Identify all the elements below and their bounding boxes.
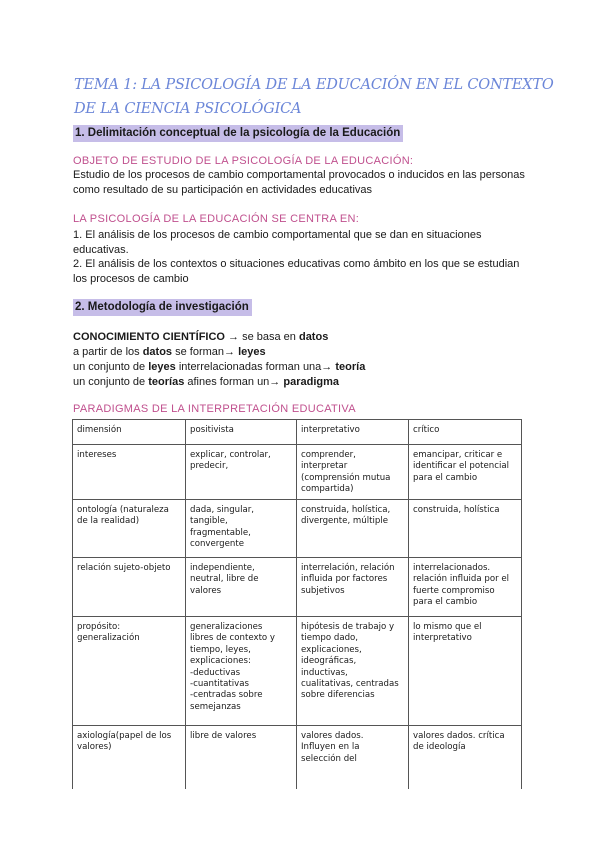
document-title-line-1: TEMA 1: LA PSICOLOGÍA DE LA EDUCACIÓN EN EL CONTEXTO — [74, 77, 554, 93]
table-cell: relación sujeto-objeto — [73, 558, 186, 617]
table-header-cell: positivista — [186, 420, 297, 445]
leyes-line-datos: datos — [142, 346, 173, 358]
centra-point-2: 2. El análisis de los contextos o situaciones educativas como ámbito en los que se estudian los procesos de cambio — [73, 258, 520, 285]
table-cell: generalizaciones libres de contexto y tiempo, leyes, explicaciones: -deductivas -cuantitativas -centradas sobre semejanzas — [186, 617, 297, 726]
teoria-line-text-2: interrelacionadas forman una→ — [175, 361, 336, 373]
leyes-line — [73, 345, 528, 360]
centra-heading: LA PSICOLOGÍA DE LA EDUCACIÓN SE CENTRA EN: — [73, 213, 360, 225]
table-cell: construida, holística — [409, 500, 522, 558]
paradigma-line — [73, 375, 528, 390]
objeto-heading: OBJETO DE ESTUDIO DE LA PSICOLOGÍA DE LA EDUCACIÓN: — [73, 155, 414, 167]
paradigma-term: paradigma — [283, 376, 340, 388]
table-header-row — [73, 420, 522, 445]
objeto-text: Estudio de los procesos de cambio comportamental provocados o inducidos en las personas como resultado de su participación en actividades educativas — [73, 169, 525, 196]
teoria-line-text-1: un conjunto de — [73, 361, 149, 373]
table-cell: propósito: generalización — [73, 617, 186, 726]
conocimiento-text: → se basa en — [224, 331, 299, 343]
table-cell: independiente, neutral, libre de valores — [186, 558, 297, 617]
table-row — [73, 617, 522, 726]
paradigmas-heading: PARADIGMAS DE LA INTERPRETACIÓN EDUCATIVA — [73, 403, 356, 415]
table-cell: dada, singular, tangible, fragmentable, convergente — [186, 500, 297, 558]
paradigma-line-text-2: afines forman un→ — [184, 376, 284, 388]
document-title-line-2: DE LA CIENCIA PSICOLÓGICA — [74, 101, 302, 117]
table-cell: libre de valores — [186, 726, 297, 790]
teoria-term: teoría — [335, 361, 366, 373]
paradigma-line-text-1: un conjunto de — [73, 376, 149, 388]
table-cell: explicar, controlar, predecir, — [186, 445, 297, 500]
teoria-line-leyes: leyes — [148, 361, 176, 373]
teoria-line — [73, 360, 528, 375]
section-2-heading: 2. Metodología de investigación — [73, 299, 252, 316]
table-cell: intereses — [73, 445, 186, 500]
leyes-term: leyes — [238, 346, 266, 358]
leyes-line-text-2: se forman→ — [172, 346, 239, 358]
table-cell: hipótesis de trabajo y tiempo dado, explicaciones, ideográficas, inductivas, cualitativas, centradas sobre diferencias — [297, 617, 409, 726]
table-cell: lo mismo que el interpretativo — [409, 617, 522, 726]
table-cell: interrelacionados. relación influida por el fuerte compromiso para el cambio — [409, 558, 522, 617]
table-row — [73, 726, 522, 790]
table-header-cell: dimensión — [73, 420, 186, 445]
conocimiento-label: CONOCIMIENTO CIENTÍFICO — [73, 331, 225, 343]
table-cell: comprender, interpretar (comprensión mutua compartida) — [297, 445, 409, 500]
paradigma-line-teorias: teorías — [148, 376, 185, 388]
table-header-cell: crítico — [409, 420, 522, 445]
table-cell: ontología (naturaleza de la realidad) — [73, 500, 186, 558]
table-row — [73, 500, 522, 558]
centra-point-1: 1. El análisis de los procesos de cambio comportamental que se dan en situaciones educativas. — [73, 229, 482, 256]
table-cell: emancipar, criticar e identificar el potencial para el cambio — [409, 445, 522, 500]
table-cell: valores dados. Influyen en la selección del — [297, 726, 409, 790]
table-header-cell: interpretativo — [297, 420, 409, 445]
table-cell: interrelación, relación influida por factores subjetivos — [297, 558, 409, 617]
table-cell: construida, holística, divergente, múltiple — [297, 500, 409, 558]
table-row — [73, 558, 522, 617]
section-1-heading: 1. Delimitación conceptual de la psicología de la Educación — [73, 125, 403, 142]
table-cell: axiología(papel de los valores) — [73, 726, 186, 790]
conocimiento-line — [73, 330, 528, 345]
table-row — [73, 445, 522, 500]
paradigmas-table — [72, 419, 522, 789]
datos-term: datos — [298, 331, 329, 343]
leyes-line-text-1: a partir de los — [73, 346, 143, 358]
table-cell: valores dados. crítica de ideología — [409, 726, 522, 790]
